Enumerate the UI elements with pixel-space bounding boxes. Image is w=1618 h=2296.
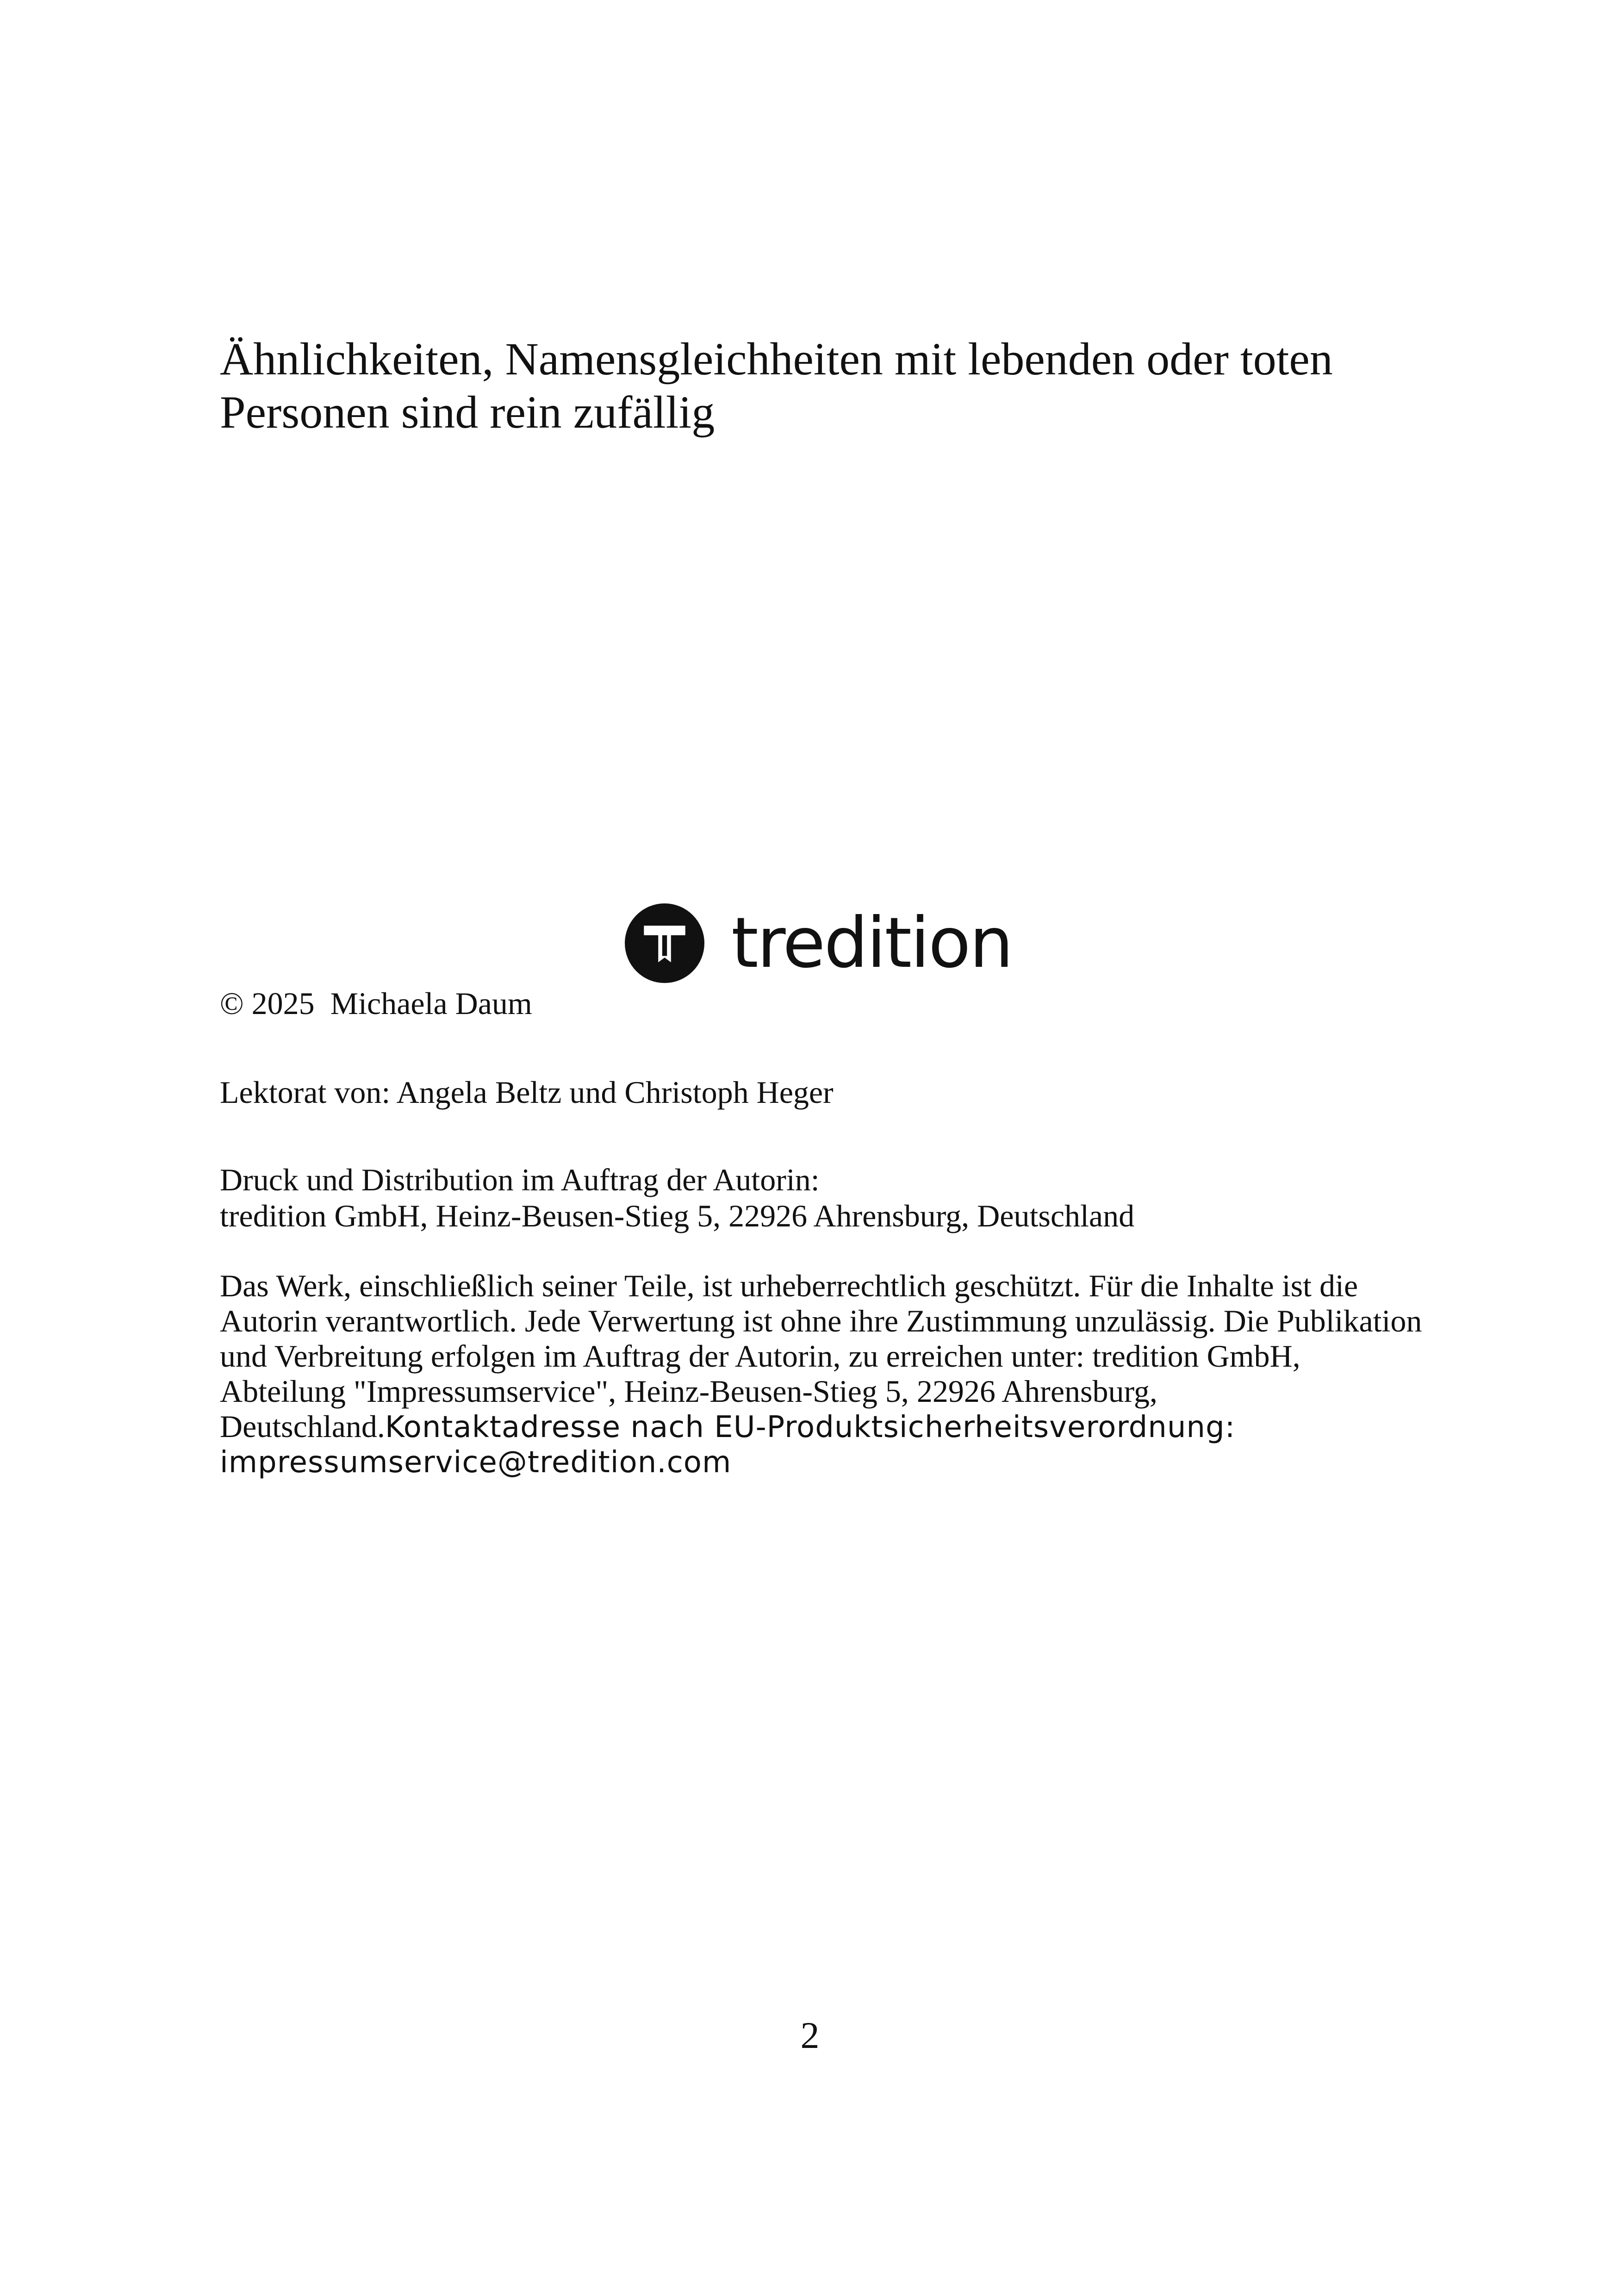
contact-address-label: Kontaktadresse nach EU-Produktsicherheitsverordnung: [385,1410,1236,1444]
legal-notice [220,1268,1442,1480]
print-distribution-line-2: tredition GmbH, Heinz-Beusen-Stieg 5, 22926 Ahrensburg, Deutschland [220,1198,1135,1233]
print-distribution [220,1162,1134,1234]
legal-line-5 [220,1409,1442,1445]
print-distribution-line-1: Druck und Distribution im Auftrag der Autorin: [220,1162,820,1197]
disclaimer-text [220,332,1423,439]
legal-line-2: Autorin verantwortlich. Jede Verwertung ist ohne ihre Zustimmung unzulässig. Die Publikation [220,1303,1422,1338]
editing-credit: Lektorat von: Angela Beltz und Christoph Heger [220,1075,834,1110]
legal-country: Deutschland. [220,1409,385,1444]
legal-line-1: Das Werk, einschließlich seiner Teile, ist urheberrechtlich geschützt. Für die Inhalte ist die [220,1268,1358,1303]
disclaimer-line-2: Personen sind rein zufällig [220,386,715,438]
page-number: 2 [800,2014,820,2056]
legal-line-4: Abteilung "Impressumservice", Heinz-Beusen-Stieg 5, 22926 Ahrensburg, [220,1374,1157,1409]
contact-email: impressumservice@tredition.com [220,1445,732,1480]
legal-line-3: und Verbreitung erfolgen im Auftrag der Autorin, zu erreichen unter: tredition GmbH, [220,1338,1301,1374]
disclaimer-line-1: Ähnlichkeiten, Namensgleichheiten mit lebenden oder toten [220,333,1333,385]
copyright-notice: © 2025 Michaela Daum [220,986,532,1021]
tredition-wordmark: tredition [731,902,1012,983]
publisher-logo [625,902,1012,983]
tredition-logo-icon [625,903,704,983]
